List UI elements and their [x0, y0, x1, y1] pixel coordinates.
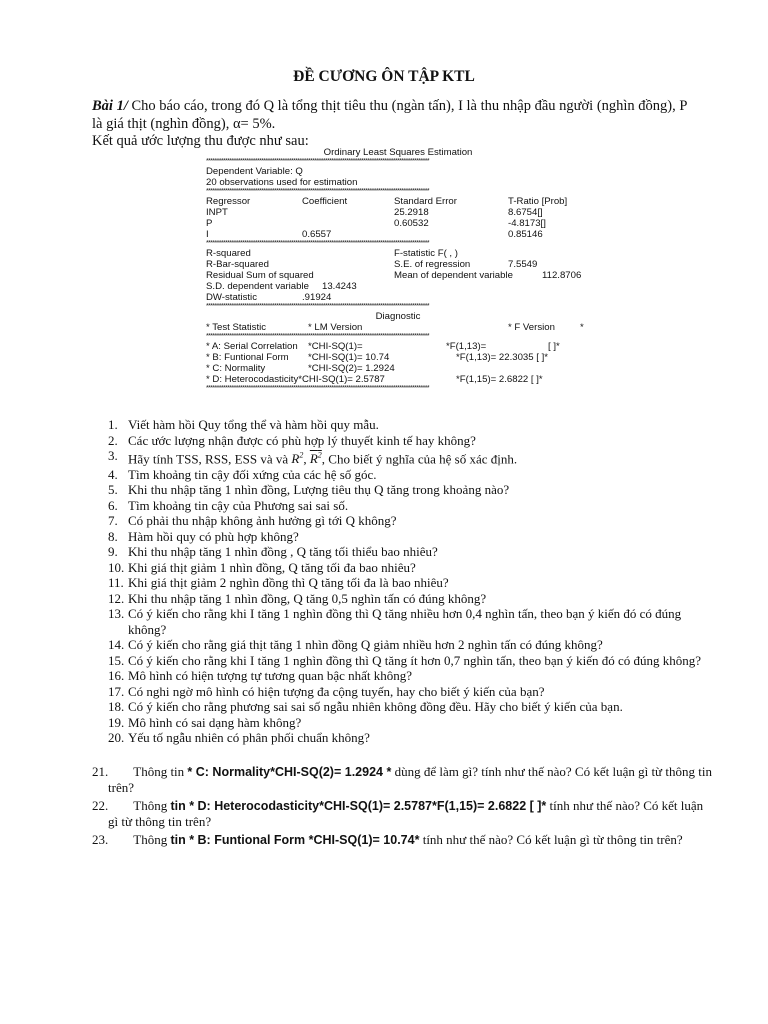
list-item: 7. Có phải thu nhập không ảnh hưởng gì tới Q không? [108, 513, 397, 529]
r-bar-squared-symbol: $R^2$ [309, 451, 322, 467]
diag-f: *F(1,15)= 2.6822 [ ]* [456, 374, 543, 385]
diag-name: * C: Normality [206, 363, 266, 374]
stars-divider: ********************************************************************************************************* [206, 188, 430, 195]
list-item: 16. Mô hình có hiện tượng tự tương quan bậc nhất không? [108, 668, 413, 684]
list-item: 5. Khi thu nhập tăng 1 nhìn đồng, Lượng tiêu thụ Q tăng trong khoảng nào? [108, 482, 510, 498]
list-item: 15. Có ý kiến cho rằng khi I tăng 1 nghìn đồng thì Q tăng ít hơn 0,7 nghìn tấn, theo bạn ý kiến đó có đúng không? [108, 652, 702, 668]
regressor: I [206, 229, 209, 240]
list-item: 12. Khi thu nhập tăng 1 nhìn đồng, Q tăng 0,5 nghìn tấn có đúng không? [108, 590, 487, 606]
list-item: 13. Có ý kiến cho rằng khi I tăng 1 nghìn đồng thì Q tăng nhiều hơn 0,4 nghìn tấn, theo bạn ý kiến đó có đúng không? [108, 606, 682, 637]
list-item: 10. Khi giá thịt giảm 1 nhìn đồng, Q tăng tối đa bao nhiêu? [108, 559, 416, 575]
list-item: 4. Tìm khoảng tin cậy đối xứng của các hệ số góc. [108, 466, 377, 482]
diag-lm: *CHI-SQ(2)= 1.2924 [308, 363, 395, 374]
diag-lm: *CHI-SQ(1)= 10.74 [308, 352, 390, 363]
diag-col-test: * Test Statistic [206, 322, 267, 333]
r-bar-squared-label: R-Bar-squared [206, 259, 269, 270]
se-regression-value: 7.5549 [508, 259, 538, 270]
list-item: 2. Các ước lượng nhận được có phù hợp lý thuyết kinh tế hay không? [108, 432, 476, 448]
diagnostic-row [206, 363, 590, 374]
r-squared-label: R-squared [206, 248, 251, 259]
result-line: Kết quả ước lượng thu được như sau: [92, 133, 309, 149]
stars-divider: ********************************************************************************************************* [206, 303, 430, 310]
stats-row [206, 270, 590, 281]
observations: 20 observations used for estimation [206, 177, 358, 188]
coefficient: 0.6557 [302, 229, 332, 240]
list-item: 9. Khi thu nhập tăng 1 nhìn đồng , Q tăng tối thiểu bao nhiêu? [108, 544, 438, 560]
list-item: 21. Thông tin * C: Normality*CHI-SQ(2)= 1.2924 * dùng để làm gì? tính như thế nào? Có kết luận gì từ thông tin trên? [92, 764, 712, 795]
list-item: 19. Mô hình có sai dạng hàm không? [108, 714, 302, 730]
list-item: 6. Tìm khoảng tin cậy của Phương sai sai số. [108, 497, 349, 513]
list-item: 23. Thông tin * B: Funtional Form *CHI-SQ(1)= 10.74* tính như thế nào? Có kết luận gì từ thông tin trên? [92, 832, 683, 847]
list-item: 1. Viết hàm hồi Quy tổng thể và hàm hồi quy mẫu. [108, 417, 379, 432]
col-standard-error: Standard Error [394, 196, 457, 207]
ols-heading: Ordinary Least Squares Estimation [323, 147, 473, 158]
diag-name: * D: Heterocodasticity*CHI-SQ(1)= 2.5787 [206, 374, 385, 385]
ols-output-table [206, 147, 590, 393]
stats-row [206, 292, 590, 303]
diag-col-end: * [580, 322, 584, 333]
diag-col-f: * F Version [508, 322, 555, 333]
diag-col-lm: * LM Version [308, 322, 363, 333]
diag-name: * B: Funtional Form [206, 352, 289, 363]
diagnostic-row [206, 352, 590, 363]
stars-divider: ********************************************************************************************************* [206, 158, 430, 165]
list-item: 14. Có ý kiến cho rằng giá thịt tăng 1 nhìn đồng Q giảm nhiều hơn 2 nghìn tấn có đúng không? [108, 637, 603, 653]
col-t-ratio: T-Ratio [Prob] [508, 196, 568, 207]
stars-divider: ********************************************************************************************************* [206, 240, 430, 247]
standard-error: 0.60532 [394, 218, 429, 229]
r-squared-symbol: $R^2$ [291, 451, 304, 467]
problem-text: Cho báo cáo, trong đó Q là tổng thịt tiêu thu (ngàn tấn), I là thu nhập đầu người (nghìn đồng), P là giá thịt (nghìn đồng), α= 5%. [92, 98, 687, 132]
diagnostic-heading: Diagnostic [375, 311, 421, 322]
extra-question-list [92, 764, 712, 850]
regressor-row [206, 207, 590, 218]
mean-dependent-label: Mean of dependent variable [394, 270, 513, 281]
diag-name: * A: Serial Correlation [206, 341, 298, 352]
se-regression-label: S.E. of regression [394, 259, 471, 270]
problem-intro [92, 97, 692, 133]
rss-label: Residual Sum of squared [206, 270, 314, 281]
sd-dependent-value: 13.4243 [322, 281, 357, 292]
regressor: P [206, 218, 213, 229]
diagnostic-header [206, 322, 590, 333]
page-title: ĐỀ CƯƠNG ÔN TẬP KTL [293, 68, 475, 85]
diag-f-prob: [ ]* [548, 341, 560, 352]
list-item: 18. Có ý kiến cho rằng phương sai sai số ngẫu nhiên không đồng đều. Hãy cho biết ý kiến của bạn. [108, 699, 623, 715]
t-ratio: 0.85146 [508, 229, 543, 240]
regressor-row [206, 218, 590, 229]
t-ratio: 8.6754[] [508, 207, 543, 218]
regressor-header [206, 196, 590, 207]
col-coefficient: Coefficient [302, 196, 348, 207]
sd-dependent-label: S.D. dependent variable [206, 281, 309, 292]
list-item: 22. Thông tin * D: Heterocodasticity*CHI-SQ(1)= 2.5787*F(1,15)= 2.6822 [ ]* tính như thế nào? Có kết luận gì từ thông tin trên? [92, 798, 704, 829]
dw-label: DW-statistic [206, 292, 257, 303]
standard-error: 25.2918 [394, 207, 429, 218]
diag-f: *F(1,13)= [446, 341, 487, 352]
diag-f: *F(1,13)= 22.3035 [ ]* [456, 352, 548, 363]
diagnostic-row [206, 341, 590, 352]
stars-divider: ********************************************************************************************************* [206, 333, 430, 340]
list-item: 20. Yếu tố ngẫu nhiên có phân phối chuẩn không? [108, 730, 370, 746]
f-statistic-label: F-statistic F( , ) [394, 248, 458, 259]
stars-divider: ********************************************************************************************************* [206, 385, 430, 392]
list-item: 11. Khi giá thịt giảm 2 nghìn đồng thì Q tăng tối đa là bao nhiêu? [108, 575, 449, 591]
problem-label: Bài 1/ [92, 98, 128, 114]
t-ratio: -4.8173[] [508, 218, 546, 229]
stats-row [206, 259, 590, 270]
mean-dependent-value: 112.8706 [542, 270, 582, 281]
diag-lm: *CHI-SQ(1)= [308, 341, 363, 352]
diagnostic-row [206, 374, 590, 385]
dw-value: .91924 [302, 292, 332, 303]
stats-row [206, 248, 590, 259]
regressor: INPT [206, 207, 228, 218]
question-list [108, 417, 708, 746]
list-item: 17. Có nghi ngờ mô hình có hiện tượng đa cộng tuyến, hay cho biết ý kiến của bạn? [108, 683, 545, 699]
list-item: 3. Hãy tính TSS, RSS, ESS và và $R^2$, $R^2$, Cho biết ý nghĩa của hệ số xác định. [108, 448, 518, 467]
col-regressor: Regressor [206, 196, 251, 207]
list-item: 8. Hàm hồi quy có phù hợp không? [108, 528, 299, 544]
regressor-row [206, 229, 590, 240]
stats-row [206, 281, 590, 292]
dependent-variable: Dependent Variable: Q [206, 166, 303, 177]
